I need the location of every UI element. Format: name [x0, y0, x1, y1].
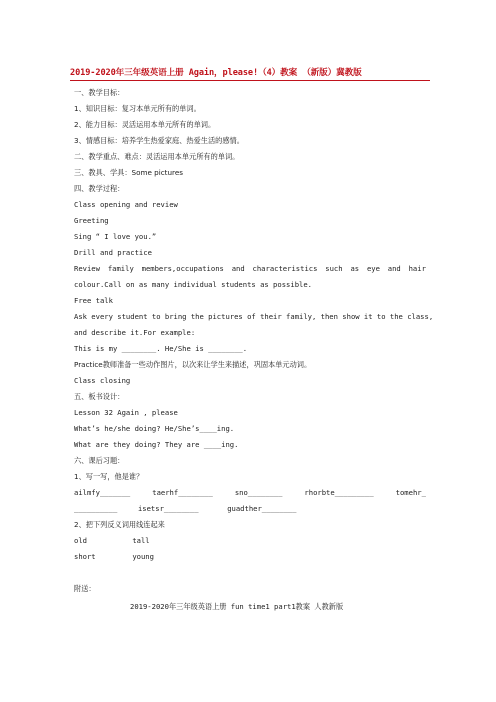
review-word: hair [408, 264, 426, 273]
match-right: young [132, 552, 154, 561]
step-free-talk: Free talk [74, 296, 113, 305]
review-line [74, 264, 426, 274]
scrambled-word: ailmfy_______ [74, 488, 131, 497]
scrambled-word: taerhf________ [152, 488, 213, 497]
review-word: members,occupations [141, 264, 224, 273]
scrambled-word: guadther________ [227, 504, 297, 513]
match-right: tall [132, 536, 150, 545]
appendix-title: 2019-2020年三年级英语上册 fun time1 part1教案 人教新版 [130, 602, 344, 611]
review-word: eye [366, 264, 380, 273]
step-greeting: Greeting [74, 216, 109, 225]
ability-goal: 2、能力目标：灵活运用本单元所有的单词。 [74, 120, 216, 129]
scrambled-word: tomehr_ [395, 488, 426, 497]
section-tools: 三、教具、学具：Some pictures [74, 168, 184, 177]
match-row [74, 552, 426, 562]
scrambled-word: sno________ [234, 488, 283, 497]
scrambled-word: rhorbte_________ [304, 488, 374, 497]
review-word: and [387, 264, 401, 273]
review-word: as [350, 264, 360, 273]
exercise-2-title: 2、把下列反义词用线连起来 [74, 520, 165, 529]
section-process: 四、教学过程： [74, 184, 125, 193]
match-left: old [74, 536, 87, 545]
free-talk-desc-cont: and describe it.For example: [74, 328, 196, 337]
match-row [74, 536, 426, 546]
step-class-closing: Class closing [74, 376, 131, 385]
section-key-points: 二、教学重点、难点：灵活运用本单元所有的单词。 [74, 152, 240, 161]
review-word: such [325, 264, 343, 273]
exercise-row-1 [74, 488, 426, 498]
knowledge-goal: 1、知识目标：复习本单元所有的单词。 [74, 104, 201, 113]
scrambled-word: __________ [74, 504, 118, 513]
review-word: and [231, 264, 245, 273]
review-word: family [107, 264, 134, 273]
section-board: 五、板书设计： [74, 392, 125, 401]
document-title: 2019-2020年三年级英语上册 Again，please!（4）教案 （新版）冀教版 [70, 68, 362, 78]
exercise-1-title: 1、写一写，他是谁？ [74, 472, 144, 481]
step-practice: Practice教师准备一些动作图片，以次来让学生来描述，巩固本单元动词。 [74, 360, 312, 369]
step-drill: Drill and practice [74, 248, 152, 257]
section-exercises: 六、课后习题： [74, 456, 125, 465]
board-lesson: Lesson 32 Again , please [74, 408, 178, 417]
board-question-2: What are they doing? They are ____ing. [74, 440, 239, 449]
appendix-label: 附送： [74, 584, 96, 593]
step-class-opening: Class opening and review [74, 200, 178, 209]
review-word: characteristics [252, 264, 318, 273]
free-talk-desc: Ask every student to bring the pictures of their family, then show it to the class, [74, 312, 434, 321]
emotion-goal: 3、情感目标：培养学生热爱家庭、热爱生活的感情。 [74, 136, 244, 145]
review-word: Review [74, 264, 100, 273]
example-sentence: This is my ________. He/She is ________. [74, 344, 248, 353]
section-objectives: 一、教学目标： [74, 88, 125, 97]
board-question-1: What’s he/she doing? He/She’s____ing. [74, 424, 235, 433]
scrambled-word: isetsr________ [137, 504, 199, 513]
match-left: short [74, 552, 96, 561]
title-underline [70, 80, 430, 81]
step-sing: Sing “ I love you.” [74, 232, 157, 241]
exercise-row-2 [74, 504, 426, 514]
review-line-cont: colour.Call on as many individual students as possible. [74, 280, 312, 289]
